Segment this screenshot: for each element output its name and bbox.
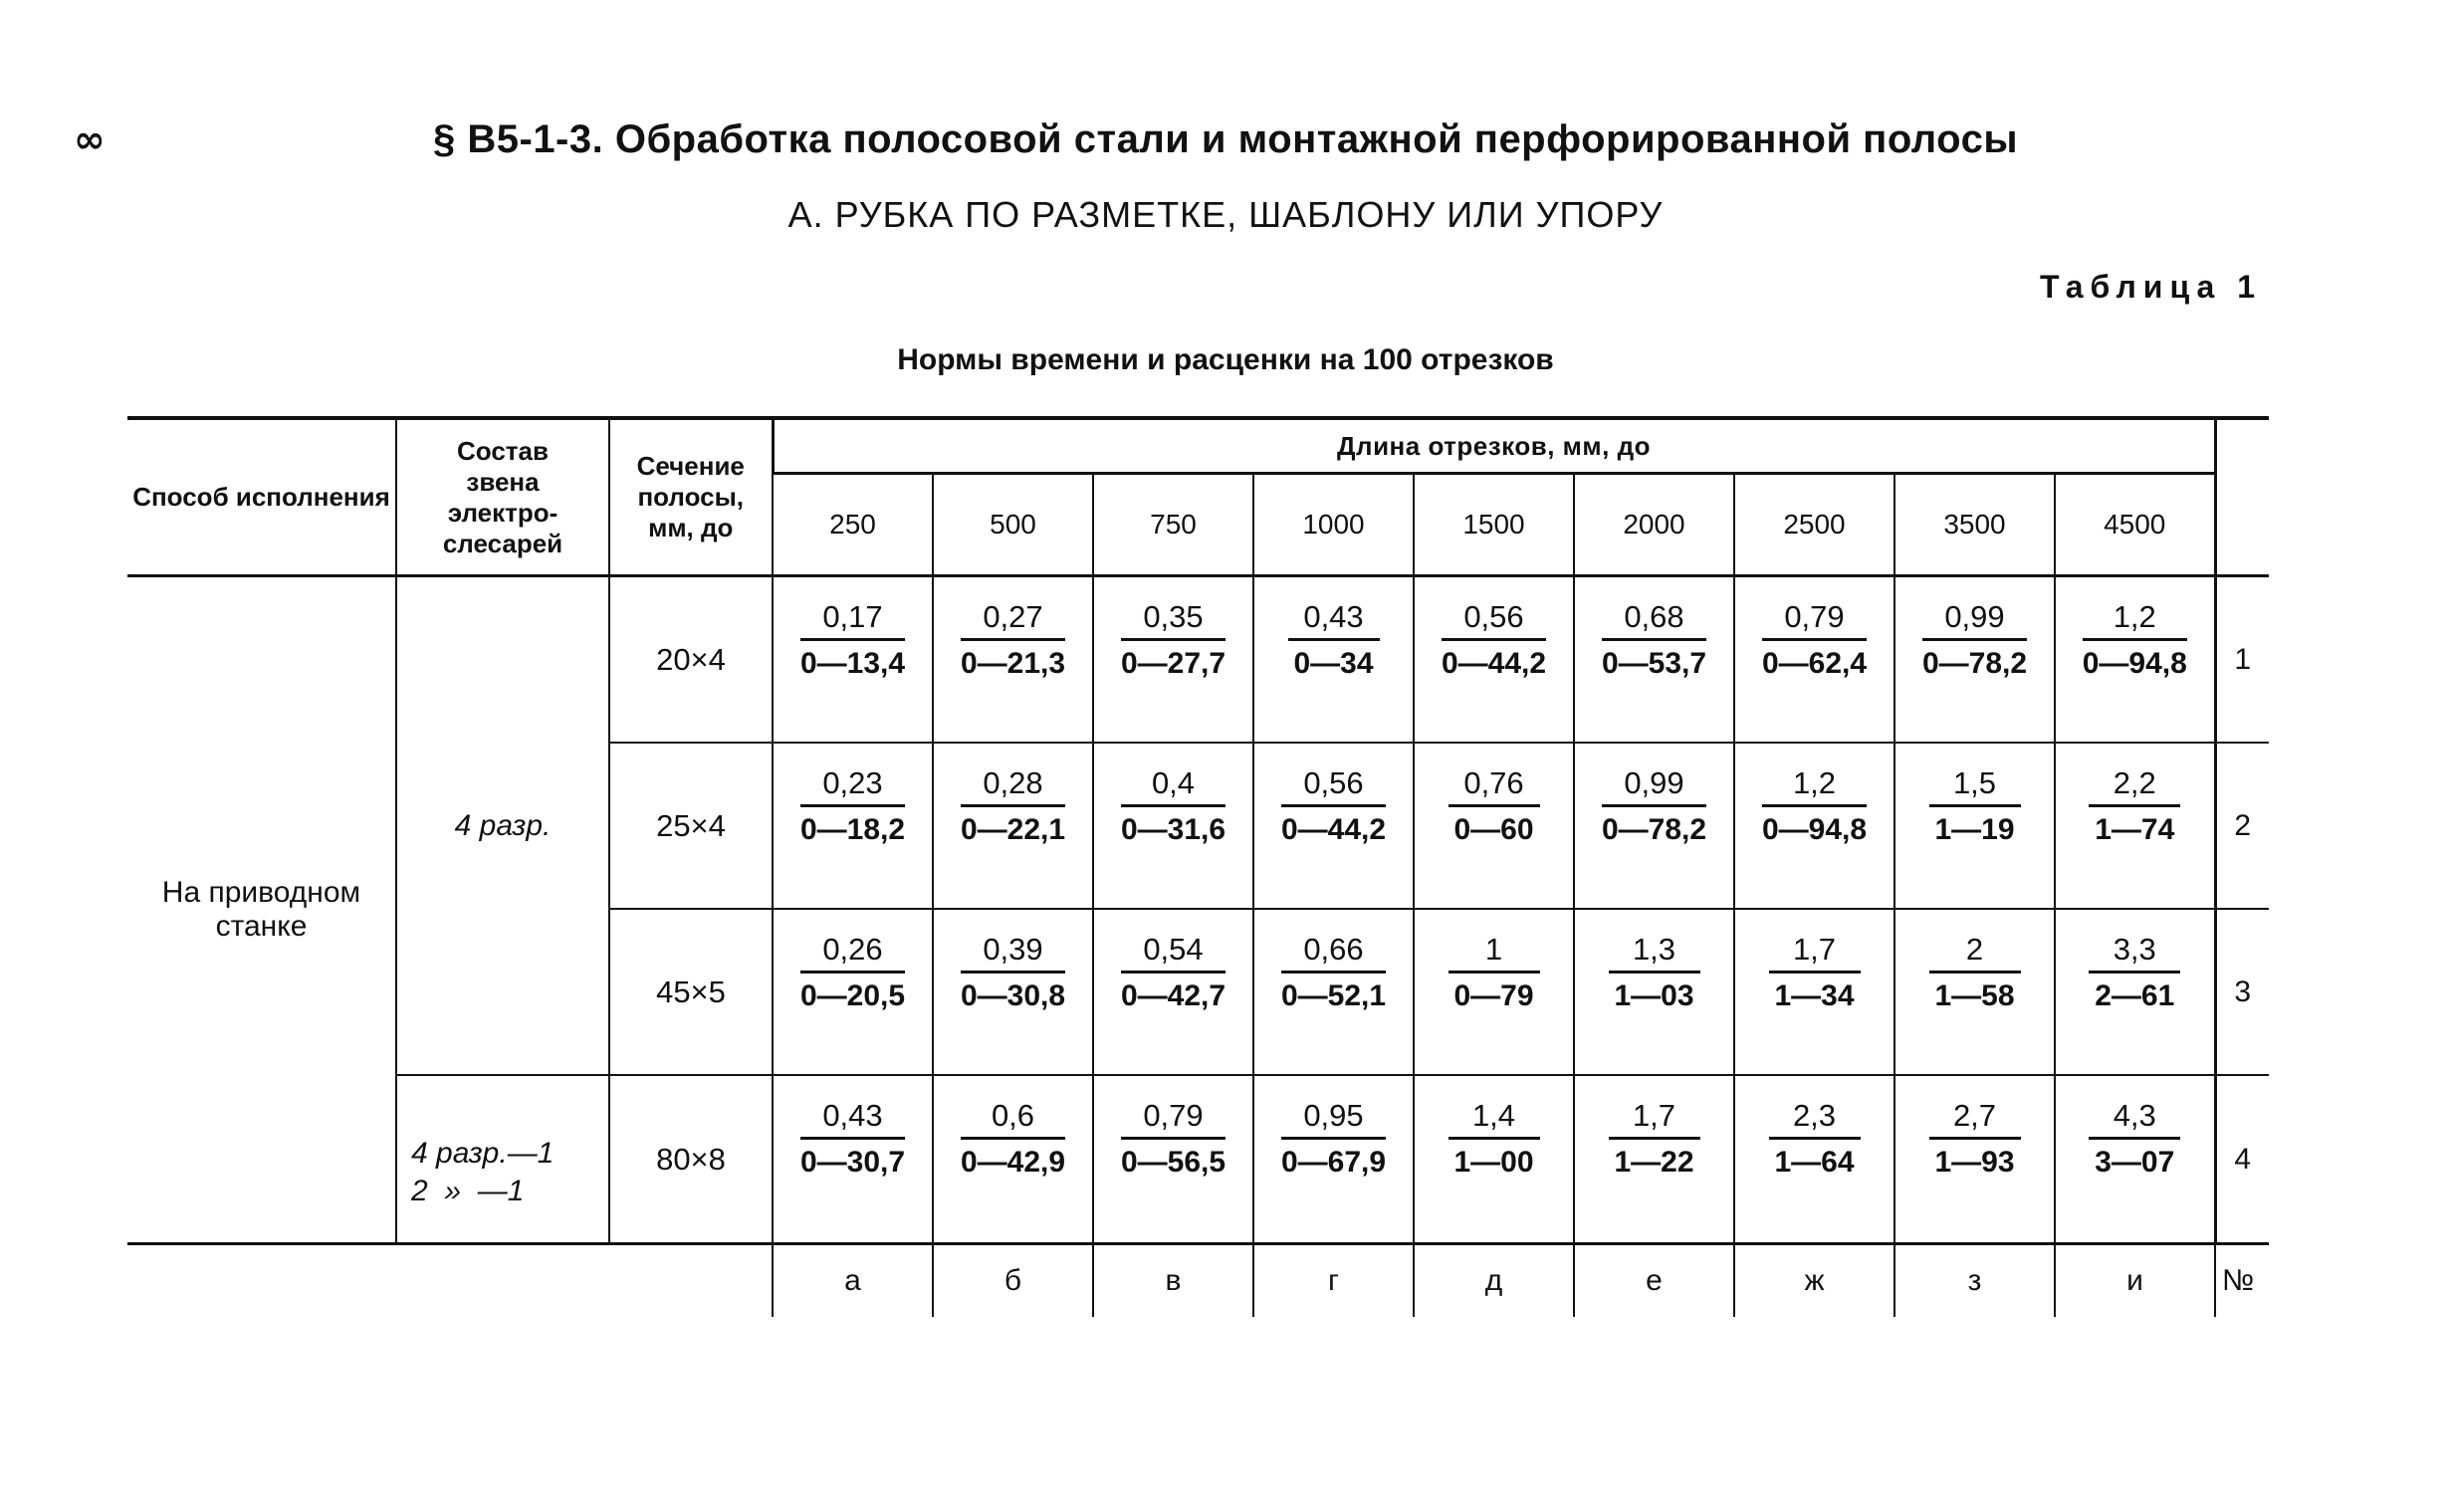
time-norm: 1,7: [1609, 1100, 1700, 1140]
time-norm: 2,2: [2089, 767, 2180, 807]
value-cell: [1093, 743, 1253, 909]
crew-line: 4 разр.: [454, 808, 552, 842]
crew-cell: [396, 576, 609, 1076]
price: 0—53,7: [1601, 647, 1707, 680]
table-row: [127, 1075, 2269, 1244]
norm-fraction: [1442, 601, 1546, 679]
price: 0—34: [1293, 647, 1374, 680]
norm-fraction: [1121, 934, 1226, 1011]
column-letter: ж: [1734, 1244, 1894, 1318]
time-norm: 0,79: [1121, 1100, 1226, 1140]
norm-fraction: [2089, 1100, 2180, 1178]
value-cell: [2055, 909, 2215, 1075]
row-number: 1: [2215, 576, 2269, 744]
value-cell: [933, 743, 1093, 909]
column-letter: а: [773, 1244, 933, 1318]
price: 0—52,1: [1280, 979, 1387, 1012]
length-value: 1000: [1253, 474, 1414, 576]
norm-fraction: [1929, 767, 2021, 845]
time-norm: 0,56: [1442, 601, 1546, 641]
value-cell: [1894, 576, 2055, 744]
norm-fraction: [1929, 1100, 2021, 1178]
time-norm: 0,26: [800, 934, 905, 973]
time-norm: 1,4: [1448, 1100, 1540, 1140]
time-norm: 0,54: [1121, 934, 1226, 973]
column-letter: и: [2055, 1244, 2215, 1318]
value-cell: [1253, 909, 1414, 1075]
length-value: 500: [933, 474, 1093, 576]
header-blank: [2215, 418, 2269, 474]
value-cell: [1574, 743, 1734, 909]
section-cell: 45×5: [609, 909, 773, 1075]
length-value: 250: [773, 474, 933, 576]
time-norm: 0,28: [961, 767, 1065, 807]
value-cell: [1414, 743, 1574, 909]
value-cell: [1734, 576, 1894, 744]
value-cell: [1734, 743, 1894, 909]
number-symbol: №: [2215, 1244, 2269, 1318]
header-blank: [2215, 474, 2269, 576]
price: 1—22: [1614, 1146, 1694, 1179]
value-cell: [773, 1075, 933, 1244]
price: 0—27,7: [1120, 647, 1226, 680]
row-number: 3: [2215, 909, 2269, 1075]
norm-fraction: [1448, 767, 1540, 845]
price: 1—58: [1934, 979, 2015, 1012]
value-cell: [1574, 909, 1734, 1075]
value-cell: [1253, 743, 1414, 909]
price: 0—30,7: [799, 1146, 906, 1179]
time-norm: 1,5: [1929, 767, 2021, 807]
value-cell: [1253, 576, 1414, 744]
column-letter: б: [933, 1244, 1093, 1318]
length-value: 3500: [1894, 474, 2055, 576]
time-norm: 1,2: [2083, 601, 2187, 641]
row-number: 2: [2215, 743, 2269, 909]
value-cell: [933, 576, 1093, 744]
value-cell: [2055, 1075, 2215, 1244]
price: 0—62,4: [1761, 647, 1868, 680]
norm-fraction: [1609, 934, 1700, 1011]
norm-fraction: [1762, 601, 1867, 679]
norm-fraction: [800, 1100, 905, 1178]
norms-table: [127, 416, 2269, 1317]
norm-fraction: [1929, 934, 2021, 1011]
time-norm: 2,3: [1769, 1100, 1861, 1140]
norm-fraction: [1121, 601, 1226, 679]
norm-fraction: [800, 601, 905, 679]
norm-fraction: [1281, 767, 1386, 845]
time-norm: 0,17: [800, 601, 905, 641]
time-norm: 0,79: [1762, 601, 1867, 641]
value-cell: [933, 1075, 1093, 1244]
crew-line: 4 разр.—1: [411, 1136, 555, 1170]
price: 1—93: [1934, 1146, 2015, 1179]
norm-fraction: [1602, 767, 1706, 845]
value-cell: [1574, 576, 1734, 744]
crew-header: Состав звена электро-слесарей: [396, 418, 609, 576]
row-number: 4: [2215, 1075, 2269, 1244]
price: 0—21,3: [960, 647, 1066, 680]
value-cell: [1574, 1075, 1734, 1244]
price: 0—56,5: [1120, 1146, 1226, 1179]
norm-fraction: [2089, 934, 2180, 1011]
price: 0—78,2: [1921, 647, 2028, 680]
price: 0—60: [1453, 813, 1534, 846]
length-value: 4500: [2055, 474, 2215, 576]
time-norm: 0,99: [1922, 601, 2027, 641]
crew-line: 2 » —1: [411, 1174, 525, 1207]
value-cell: [1093, 1075, 1253, 1244]
value-cell: [773, 576, 933, 744]
price: 0—30,8: [960, 979, 1066, 1012]
value-cell: [1093, 576, 1253, 744]
time-norm: 0,39: [961, 934, 1065, 973]
norm-fraction: [2083, 601, 2187, 679]
value-cell: [1894, 909, 2055, 1075]
time-norm: 2,7: [1929, 1100, 2021, 1140]
norm-fraction: [1121, 1100, 1226, 1178]
length-value: 2000: [1574, 474, 1734, 576]
price: 0—20,5: [799, 979, 906, 1012]
column-letter: е: [1574, 1244, 1734, 1318]
norm-fraction: [1769, 1100, 1861, 1178]
time-norm: 1: [1448, 934, 1540, 973]
value-cell: [1734, 909, 1894, 1075]
column-letter: в: [1093, 1244, 1253, 1318]
time-norm: 0,6: [961, 1100, 1065, 1140]
table-label: Таблица 1: [2039, 269, 2262, 305]
method-header: Способ исполнения: [127, 418, 396, 576]
section-title: § В5-1-3. Обработка полосовой стали и монтажной перфорированной полосы: [433, 117, 2018, 161]
norm-fraction: [1448, 1100, 1540, 1178]
price: 0—67,9: [1280, 1146, 1387, 1179]
value-cell: [1734, 1075, 1894, 1244]
time-norm: 0,68: [1602, 601, 1706, 641]
time-norm: 1,2: [1762, 767, 1867, 807]
norm-fraction: [961, 601, 1065, 679]
time-norm: 0,35: [1121, 601, 1226, 641]
price: 0—78,2: [1601, 813, 1707, 846]
price: 0—31,6: [1120, 813, 1226, 846]
price: 0—42,7: [1120, 979, 1226, 1012]
length-header: Длина отрезков, мм, до: [773, 418, 2215, 474]
price: 2—61: [2095, 979, 2175, 1012]
time-norm: 0,66: [1281, 934, 1386, 973]
price: 1—64: [1774, 1146, 1855, 1179]
time-norm: 1,7: [1769, 934, 1861, 973]
page-number: ∞: [74, 117, 106, 161]
column-letter: з: [1894, 1244, 2055, 1318]
time-norm: 0,95: [1281, 1100, 1386, 1140]
column-letter: д: [1414, 1244, 1574, 1318]
section-subtitle: А. РУБКА ПО РАЗМЕТКЕ, ШАБЛОНУ ИЛИ УПОРУ: [787, 194, 1664, 235]
norm-fraction: [1281, 1100, 1386, 1178]
price: 1—34: [1774, 979, 1855, 1012]
norm-fraction: [961, 767, 1065, 845]
time-norm: 0,43: [800, 1100, 905, 1140]
price: 0—94,8: [2082, 647, 2187, 680]
value-cell: [1253, 1075, 1414, 1244]
norm-fraction: [800, 767, 905, 845]
value-cell: [1414, 1075, 1574, 1244]
time-norm: 2: [1929, 934, 2021, 973]
column-letter: г: [1253, 1244, 1414, 1318]
time-norm: 3,3: [2089, 934, 2180, 973]
time-norm: 0,43: [1288, 601, 1380, 641]
price: 0—79: [1453, 979, 1534, 1012]
norm-fraction: [961, 934, 1065, 1011]
price: 0—22,1: [960, 813, 1066, 846]
norm-fraction: [2089, 767, 2180, 845]
value-cell: [1894, 743, 2055, 909]
value-cell: [1414, 576, 1574, 744]
norm-fraction: [1769, 934, 1861, 1011]
value-cell: [773, 909, 933, 1075]
method-cell: На приводном станке: [127, 576, 396, 1244]
time-norm: 0,4: [1121, 767, 1226, 807]
length-value: 1500: [1414, 474, 1574, 576]
price: 1—03: [1614, 979, 1694, 1012]
norm-fraction: [1121, 767, 1226, 845]
norm-fraction: [1602, 601, 1706, 679]
time-norm: 0,56: [1281, 767, 1386, 807]
price: 1—19: [1934, 813, 2015, 846]
column-letters-row: [127, 1244, 2269, 1318]
norm-fraction: [1609, 1100, 1700, 1178]
norm-fraction: [1448, 934, 1540, 1011]
crew-cell: [396, 1075, 609, 1244]
value-cell: [1414, 909, 1574, 1075]
value-cell: [773, 743, 933, 909]
norm-fraction: [961, 1100, 1065, 1178]
price: 0—44,2: [1441, 647, 1547, 680]
time-norm: 4,3: [2089, 1100, 2180, 1140]
section-cell: 20×4: [609, 576, 773, 744]
section-header: Сечение полосы, мм, до: [609, 418, 773, 576]
time-norm: 1,3: [1609, 934, 1700, 973]
price: 3—07: [2095, 1146, 2175, 1179]
norm-fraction: [1762, 767, 1867, 845]
time-norm: 0,27: [961, 601, 1065, 641]
price: 0—13,4: [799, 647, 906, 680]
value-cell: [2055, 743, 2215, 909]
value-cell: [1894, 1075, 2055, 1244]
table-caption: Нормы времени и расценки на 100 отрезков: [897, 343, 1554, 376]
section-cell: 80×8: [609, 1075, 773, 1244]
value-cell: [2055, 576, 2215, 744]
time-norm: 0,76: [1448, 767, 1540, 807]
price: 0—18,2: [799, 813, 906, 846]
price: 0—42,9: [960, 1146, 1066, 1179]
time-norm: 0,99: [1602, 767, 1706, 807]
norm-fraction: [1281, 934, 1386, 1011]
price: 0—94,8: [1761, 813, 1868, 846]
time-norm: 0,23: [800, 767, 905, 807]
norm-fraction: [1922, 601, 2027, 679]
length-value: 750: [1093, 474, 1253, 576]
footer-blank: [127, 1244, 773, 1318]
section-cell: 25×4: [609, 743, 773, 909]
table-row: [127, 576, 2269, 744]
value-cell: [1093, 909, 1253, 1075]
value-cell: [933, 909, 1093, 1075]
price: 1—00: [1453, 1146, 1534, 1179]
price: 1—74: [2095, 813, 2175, 846]
length-value: 2500: [1734, 474, 1894, 576]
norm-fraction: [1288, 601, 1380, 679]
price: 0—44,2: [1280, 813, 1387, 846]
norm-fraction: [800, 934, 905, 1011]
